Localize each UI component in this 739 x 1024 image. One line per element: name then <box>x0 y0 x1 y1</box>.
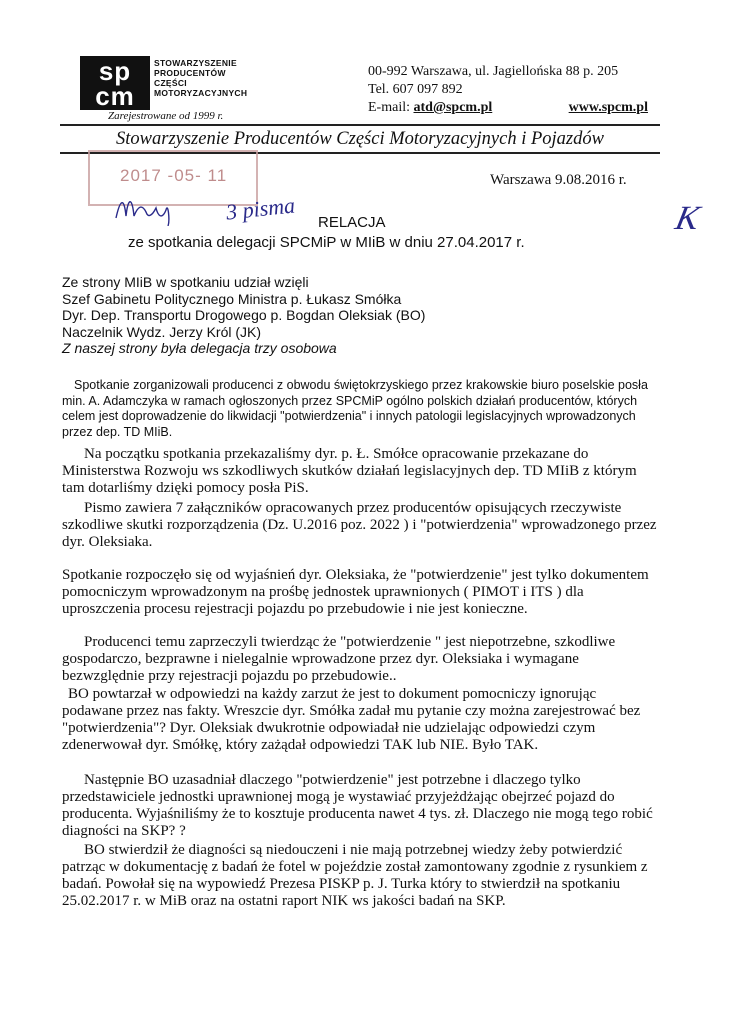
body-p3 <box>62 500 660 551</box>
stamp-date: 2017 -05- 11 <box>120 166 228 185</box>
body-p1 <box>62 378 660 440</box>
logo-line: CZĘŚCI <box>154 78 187 88</box>
paragraph: Spotkanie zorganizowali producenci z obwodu świętokrzyskiego przez krakowskie biuro poselskie posła min. A. Adamczyka w ramach ogłoszonych przez SPCMiP ogólno polskich działań producentów, których celem jest doprowadzenie do likwidacji "potwierdzenia" i innych patologii legislacyjnych wprowadzonych przez dep. TD MIiB. <box>62 378 648 439</box>
paragraph: Spotkanie rozpoczęło się od wyjaśnień dyr. Oleksiaka, że "potwierdzenie" jest tylko dokumentem pomocniczym wprowadzonym na prośbę jednostek uprawnionych ( PIMOT i ITS ) dla uproszczenia procesu rejestracji pojazdu po przebudowie i nie jest konieczne. <box>62 567 649 617</box>
participants-line: Dyr. Dep. Transportu Drogowego p. Bogdan Oleksiak (BO) <box>62 307 426 323</box>
body-p4 <box>62 567 660 618</box>
document-subtitle: ze spotkania delegacji SPCMiP w MIiB w dniu 27.04.2017 r. <box>128 234 525 251</box>
email-line <box>368 100 658 116</box>
paragraph: Pismo zawiera 7 załączników opracowanych przez producentów opisujących rzeczywiste szkodliwe skutki rozporządzenia (Dz. U.2016 poz. 2022 ) i "potwierdzenia" wprowadzonego przez dyr. Oleksiaka. <box>62 500 657 550</box>
website-link[interactable]: www.spcm.pl <box>568 100 648 115</box>
paragraph: Następnie BO uzasadniał dlaczego "potwierdzenie" jest potrzebne i dlaczego tylko przedstawiciele jednostki uprawnionej mogą je wystawiać przyjeżdżając obejrzeć pojazd do producenta. Wyjaśniliśmy że to kosztuje producenta nawet 4 tys. zł. Dlaczego nie mogą tego robić diagności na SKP? ? <box>62 772 653 839</box>
date-line: Warszawa 9.08.2016 r. <box>490 172 627 188</box>
spcm-logo <box>80 56 150 110</box>
org-name: Stowarzyszenie Producentów Części Motoryzacyjnych i Pojazdów <box>116 129 604 149</box>
body-p8 <box>62 842 660 910</box>
margin-mark: K <box>672 200 703 237</box>
participants-line: Naczelnik Wydz. Jerzy Król (JK) <box>62 323 262 340</box>
email-link[interactable]: atd@spcm.pl <box>413 100 493 115</box>
logo-lettering <box>154 58 294 98</box>
body-p7 <box>62 772 660 840</box>
svg-text:sp: sp <box>98 56 132 86</box>
address: 00-992 Warszawa, ul. Jagiellońska 88 p. 205 <box>368 64 619 79</box>
participants-line: Szef Gabinetu Politycznego Ministra p. Łukasz Smółka <box>62 290 402 307</box>
phone: Tel. 607 097 892 <box>368 82 463 97</box>
body-p2 <box>62 446 660 497</box>
body-p6 <box>62 686 660 754</box>
participants-line: Z naszej strony była delegacja trzy osobowa <box>62 340 337 356</box>
logo-line: STOWARZYSZENIE <box>154 58 237 68</box>
letterhead <box>60 48 660 158</box>
participants-line: Ze strony MIiB w spotkaniu udział wzięli <box>62 274 309 290</box>
logo-line: MOTORYZACYJNYCH <box>154 88 248 98</box>
paragraph: Producenci temu zaprzeczyli twierdząc że "potwierdzenie " jest niepotrzebne, szkodliwe gospodarczo, bezprawne i nielegalnie wprowadzone przez dyr. Oleksiaka i wymagane bezwzględnie przy rejestracji pojazdu po przebudowie.. <box>62 634 616 684</box>
paragraph: BO stwierdził że diagności są niedouczeni i nie mają potrzebnej wiedzy żeby potwierdzić patrząc w dokumentację z badań że fotel w pojeździe został zamontowany zgodnie z rysunkiem z badań. Powołał się na wypowiedź Prezesa PISKP p. J. Turka który to stwierdził na spotkaniu 25.02.2017 r. w MiB oraz na ostatni raport NIK ws jakości badań na SKP. <box>62 842 648 909</box>
paragraph: Na początku spotkania przekazaliśmy dyr. p. Ł. Smółce opracowanie przekazane do Ministerstwa Rozwoju ws szkodliwych skutków działań legislacyjnych dep. TD MIiB z którym tam dotarliśmy dzięki pomocy posła PiS. <box>62 446 637 496</box>
handwritten-signature <box>112 190 212 226</box>
body-p5 <box>62 634 660 685</box>
document-title: RELACJA <box>318 214 386 231</box>
logo-line: PRODUCENTÓW <box>154 68 226 78</box>
email-label: E-mail: <box>368 100 410 115</box>
handwritten-note: 3 pisma <box>224 192 297 225</box>
participants-list <box>62 274 682 357</box>
paragraph: BO powtarzał w odpowiedzi na każdy zarzut że jest to dokument pomocniczy ignorując podawane przez nas fakty. Wreszcie dyr. Smółka zadał mu pytanie czy można zarejestrować bez "potwierdzenia"? Dyr. Oleksiak dwukrotnie odpowiadał nie udzielając odpowiedzi czym zdenerwował dyr. Smółkę, który zażądał odpowiedzi TAK lub NIE. Było TAK. <box>62 686 641 753</box>
svg-text:cm: cm <box>95 81 135 110</box>
registered-since: Zarejestrowane od 1999 r. <box>108 110 224 122</box>
